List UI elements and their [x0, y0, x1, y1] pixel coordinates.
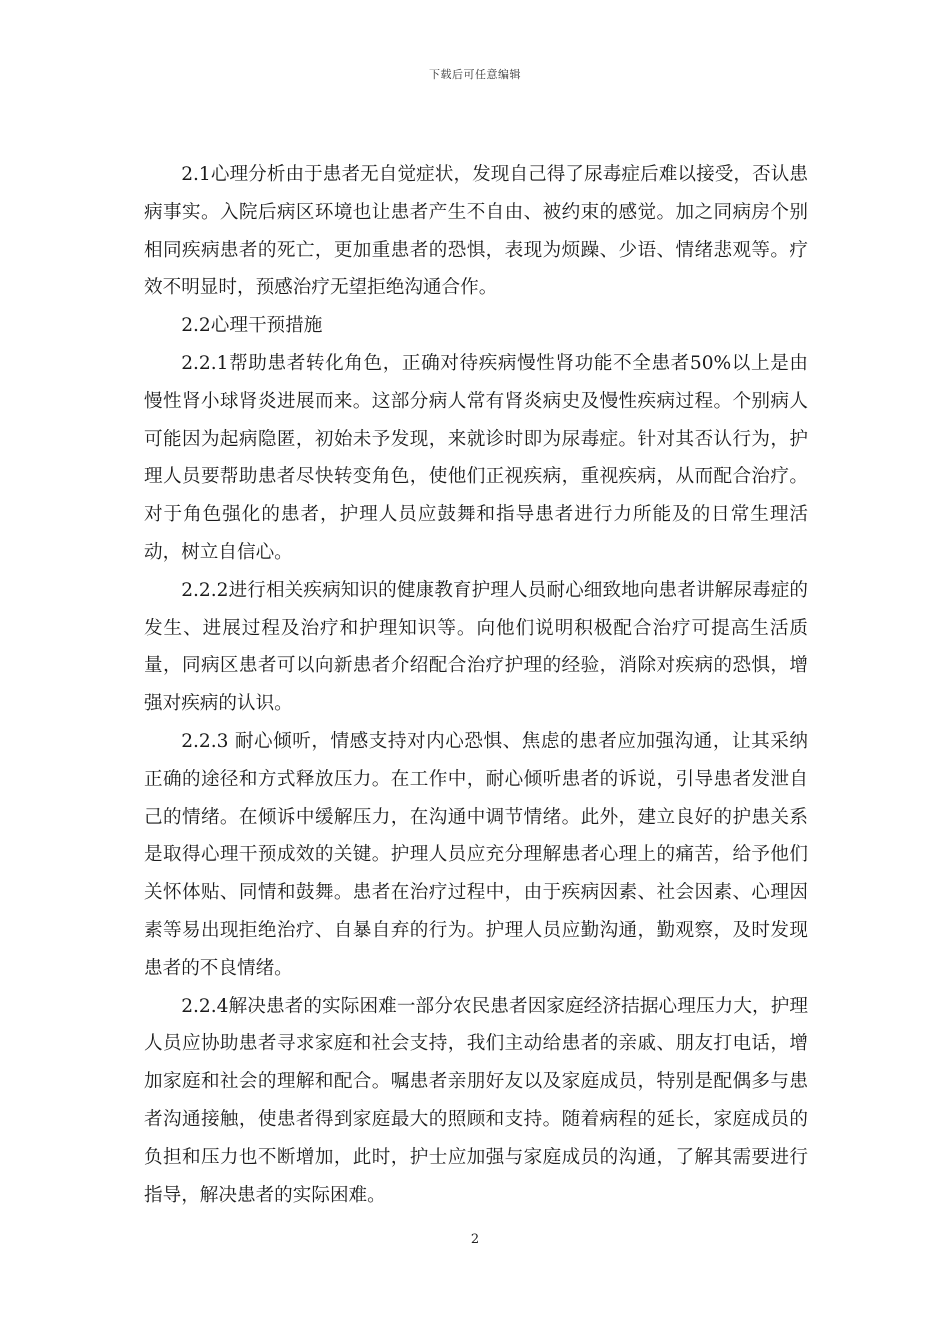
paragraph-health-education: 2.2.2进行相关疾病知识的健康教育护理人员耐心细致地向患者讲解尿毒症的发生、进展过程及治疗和护理知识等。向他们说明积极配合治疗可提高生活质量，同病区患者可以向新患者介绍配合治疗护理的经验，消除对疾病的恐惧，增强对疾病的认识。: [144, 579, 808, 715]
paragraph-role-transformation: 2.2.1帮助患者转化角色，正确对待疾病慢性肾功能不全患者50%以上是由慢性肾小球肾炎进展而来。这部分病人常有肾炎病史及慢性疾病过程。个别病人可能因为起病隐匿，初始未予发现，来就诊时即为尿毒症。针对其否认行为，护理人员要帮助患者尽快转变角色，使他们正视疾病，重视疾病，从而配合治疗。对于角色强化的患者，护理人员应鼓舞和指导患者进行力所能及的日常生理活动，树立自信心。: [144, 352, 808, 563]
section-heading-intervention: 2.2心理干预措施: [181, 315, 323, 337]
page-number: 2: [470, 1232, 480, 1247]
document-body: [144, 156, 808, 1214]
page-header: 下载后可任意编辑: [429, 68, 521, 81]
paragraph-practical-difficulties: 2.2.4解决患者的实际困难一部分农民患者因家庭经济拮据心理压力大，护理人员应协助患者寻求家庭和社会支持，我们主动给患者的亲戚、朋友打电话，增加家庭和社会的理解和配合。嘱患者亲朋好友以及家庭成员，特别是配偶多与患者沟通接触，使患者得到家庭最大的照顾和支持。随着病程的延长，家庭成员的负担和压力也不断增加，此时，护士应加强与家庭成员的沟通，了解其需要进行指导，解决患者的实际困难。: [144, 995, 808, 1206]
paragraph-psychological-analysis: 2.1心理分析由于患者无自觉症状，发现自己得了尿毒症后难以接受，否认患病事实。入院后病区环境也让患者产生不自由、被约束的感觉。加之同病房个别相同疾病患者的死亡，更加重患者的恐惧，表现为烦躁、少语、情绪悲观等。疗效不明显时，预感治疗无望拒绝沟通合作。: [144, 164, 808, 299]
paragraph-emotional-support: 2.2.3 耐心倾听，情感支持对内心恐惧、焦虑的患者应加强沟通，让其采纳正确的途径和方式释放压力。在工作中，耐心倾听患者的诉说，引导患者发泄自己的情绪。在倾诉中缓解压力，在沟通中调节情绪。此外，建立良好的护患关系是取得心理干预成效的关键。护理人员应充分理解患者心理上的痛苦，给予他们关怀体贴、同情和鼓舞。患者在治疗过程中，由于疾病因素、社会因素、心理因素等易出现拒绝治疗、自暴自弃的行为。护理人员应勤沟通，勤观察，及时发现患者的不良情绪。: [144, 730, 808, 979]
